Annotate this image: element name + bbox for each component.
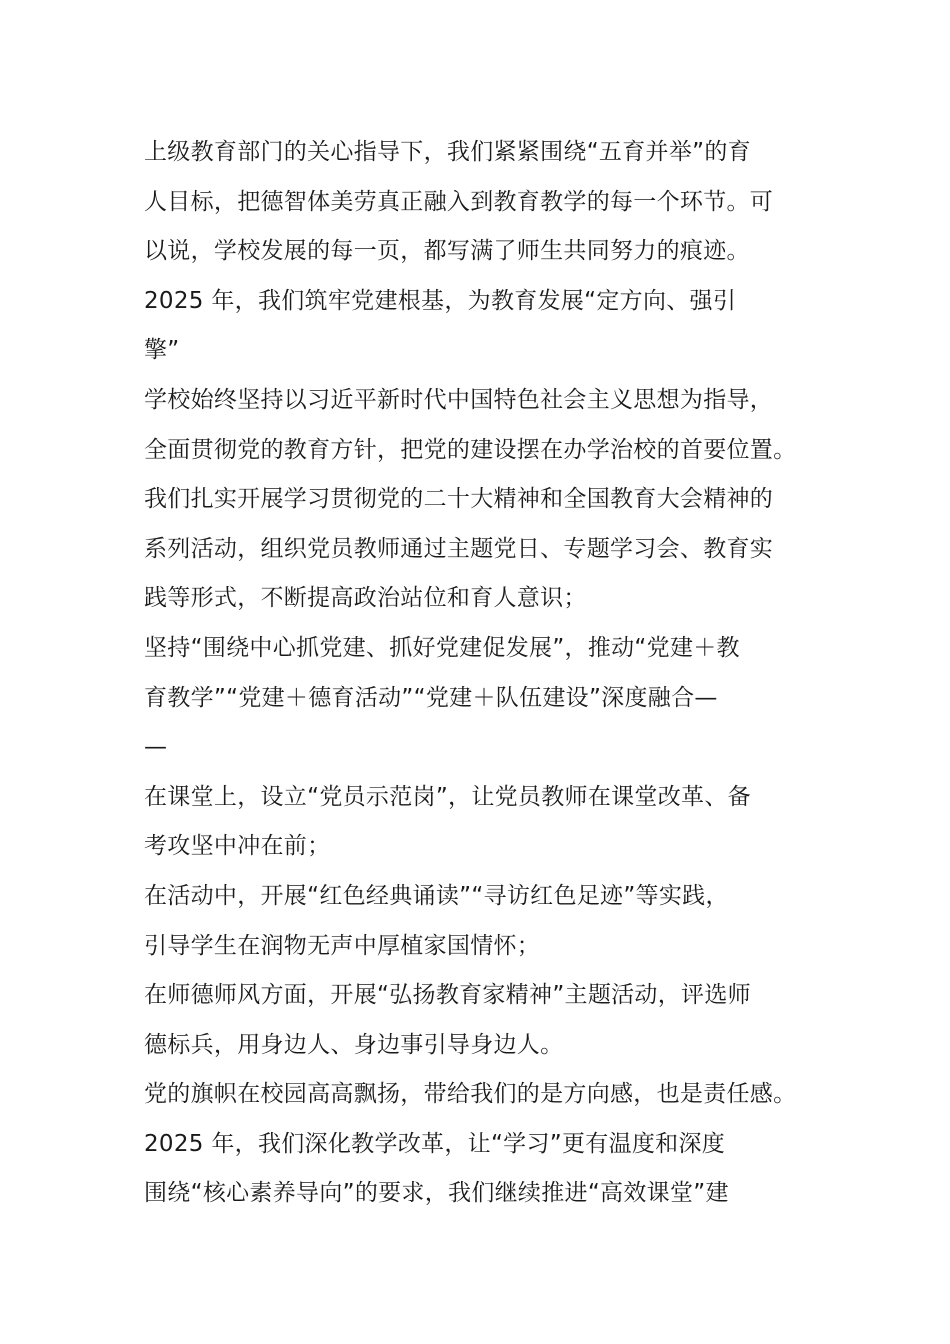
- text-line: 上级教育部门的关心指导下，我们紧紧围绕“五育并举”的育: [144, 139, 751, 165]
- text-line: 人目标，把德智体美劳真正融入到教育教学的每一个环节。可: [144, 188, 774, 215]
- text-line: 党的旗帜在校园高高飘扬，带给我们的是方向感，也是责任感。: [144, 1081, 797, 1108]
- text-line: —: [144, 734, 168, 761]
- text-line: 考攻坚中冲在前；: [144, 833, 331, 860]
- text-line: 以说，学校发展的每一页，都写满了师生共同努力的痕迹。: [144, 238, 750, 265]
- text-line: 2025 年，我们筑牢党建根基，为教育发展“定方向、强引: [144, 287, 737, 314]
- text-line: 在课堂上，设立“党员示范岗”，让党员教师在课堂改革、备: [144, 783, 751, 810]
- text-line: 全面贯彻党的教育方针，把党的建设摆在办学治校的首要位置。: [144, 436, 797, 463]
- document-body: [144, 128, 814, 1219]
- text-line: 德标兵，用身边人、身边事引导身边人。: [144, 1031, 564, 1058]
- text-line: 我们扎实开展学习贯彻党的二十大精神和全国教育大会精神的: [144, 486, 774, 513]
- text-line: 育教学”“党建＋德育活动”“党建＋队伍建设”深度融合—: [144, 684, 718, 711]
- text-line: 在活动中，开展“红色经典诵读”“寻访红色足迹”等实践，: [144, 882, 729, 909]
- text-line: 学校始终坚持以习近平新时代中国特色社会主义思想为指导，: [144, 386, 774, 413]
- text-line: 系列活动，组织党员教师通过主题党日、专题学习会、教育实: [144, 535, 774, 562]
- text-line: 践等形式，不断提高政治站位和育人意识；: [144, 585, 587, 612]
- text-line: 擎”: [144, 337, 180, 364]
- text-line: 坚持“围绕中心抓党建、抓好党建促发展”，推动“党建＋教: [144, 634, 740, 661]
- text-line: 引导学生在润物无声中厚植家国情怀；: [144, 932, 541, 959]
- text-line: 在师德师风方面，开展“弘扬教育家精神”主题活动，评选师: [144, 982, 751, 1009]
- text-line: 围绕“核心素养导向”的要求，我们继续推进“高效课堂”建: [144, 1180, 729, 1207]
- text-line: 2025 年，我们深化教学改革，让“学习”更有温度和深度: [144, 1130, 726, 1157]
